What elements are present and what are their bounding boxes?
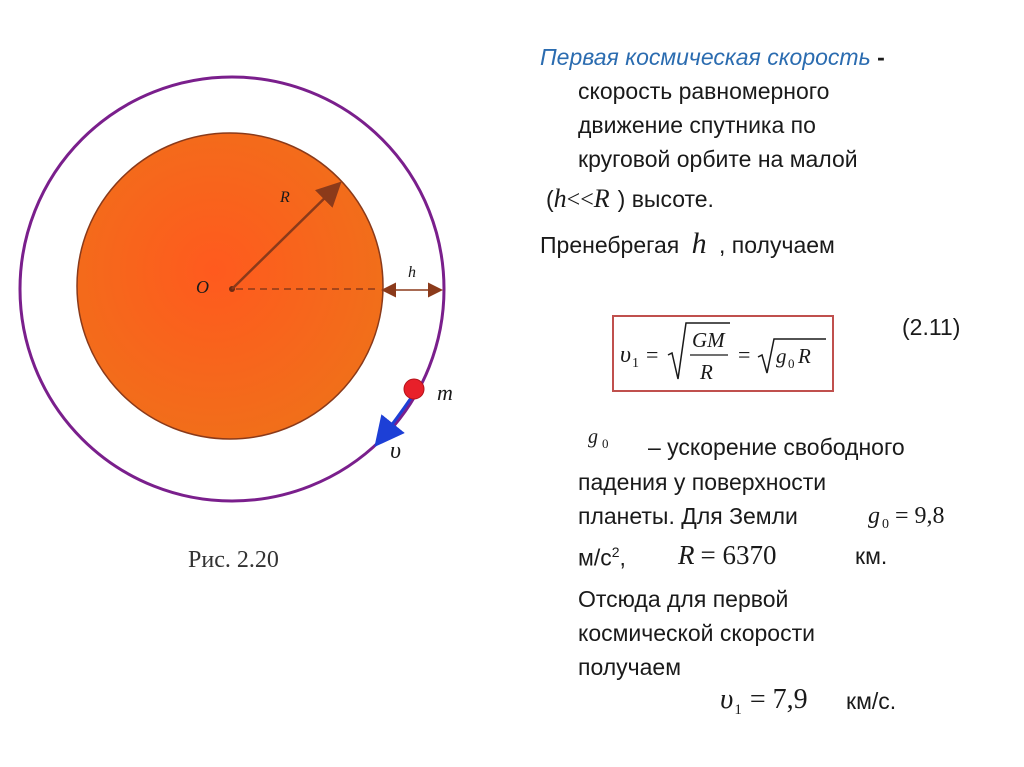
result-line-1: Отсюда для первой xyxy=(578,586,789,612)
orbit-diagram xyxy=(0,0,520,620)
definition-line-1: скорость равномерного xyxy=(578,78,830,104)
result-v-subscript: 1 xyxy=(734,702,742,718)
result-v-letter: υ xyxy=(720,683,734,715)
neglect-after: , получаем xyxy=(719,232,835,258)
earth-R-rhs: = 6370 xyxy=(700,540,777,570)
formula-v-sub: 1 xyxy=(632,356,639,371)
result-unit: км/с. xyxy=(846,688,897,714)
formula-numerator: GM xyxy=(692,328,725,352)
figure-caption: Рис. 2.20 xyxy=(188,547,279,573)
formula-box xyxy=(612,315,834,392)
equation-number: (2.11) xyxy=(902,314,961,340)
earth-R-letter: R xyxy=(678,540,695,570)
g0-desc-line-2: падения у поверхности xyxy=(578,469,827,495)
formula-eq1: = xyxy=(646,342,659,367)
condition-rest: ) высоте. xyxy=(617,186,714,212)
label-R: R xyxy=(280,189,290,206)
unit-ms2-text: м/с xyxy=(578,544,612,571)
term-highlight: Первая космическая скорость xyxy=(540,44,871,70)
result-value xyxy=(720,683,808,716)
formula-denominator: R xyxy=(700,360,713,384)
formula-g: g xyxy=(776,344,787,368)
result-rhs: = 7,9 xyxy=(749,684,808,715)
planet-disc xyxy=(77,133,383,439)
term-line xyxy=(540,46,885,69)
neglect-line xyxy=(540,229,835,259)
formula-eq2: = xyxy=(738,342,751,367)
label-m: m xyxy=(437,380,453,405)
label-h: h xyxy=(408,264,416,281)
term-dash: - xyxy=(877,44,885,70)
condition-line xyxy=(546,186,714,212)
unit-km: км. xyxy=(855,543,888,569)
condition-h: h xyxy=(553,184,567,213)
result-line-3: получаем xyxy=(578,654,682,680)
earth-g-letter: g xyxy=(868,503,880,529)
g0-subscript: 0 xyxy=(602,436,609,451)
unit-ms2 xyxy=(578,545,626,570)
earth-g-value xyxy=(868,503,945,530)
label-v: υ xyxy=(390,438,402,464)
unit-ms2-comma: , xyxy=(619,544,626,571)
formula-svg xyxy=(614,317,832,390)
result-line-2: космической скорости xyxy=(578,620,815,646)
unit-ms2-sup: 2 xyxy=(611,544,620,560)
definition-line-3: круговой орбите на малой xyxy=(578,146,858,172)
formula-R: R xyxy=(798,344,811,368)
g0-letter: g xyxy=(588,426,598,448)
velocity-arrow xyxy=(380,398,411,440)
condition-R: R xyxy=(593,184,610,213)
earth-g-rhs: = 9,8 xyxy=(895,503,945,529)
definition-line-2: движение спутника по xyxy=(578,112,816,138)
label-O: O xyxy=(196,277,209,297)
earth-g-subscript: 0 xyxy=(882,517,889,532)
g0-desc-line-3: планеты. Для Земли xyxy=(578,503,798,529)
formula-v: υ xyxy=(620,342,632,368)
neglect-h: h xyxy=(691,227,707,260)
satellite xyxy=(404,379,424,399)
earth-R-value xyxy=(678,540,776,571)
condition-open-paren: ( xyxy=(546,186,554,212)
neglect-before: Пренебрегая xyxy=(540,232,680,258)
formula-g-sub: 0 xyxy=(788,356,795,371)
g0-desc-line-1: – ускорение свободного xyxy=(648,434,905,460)
g0-symbol xyxy=(588,426,609,449)
condition-ll: << xyxy=(566,187,594,213)
